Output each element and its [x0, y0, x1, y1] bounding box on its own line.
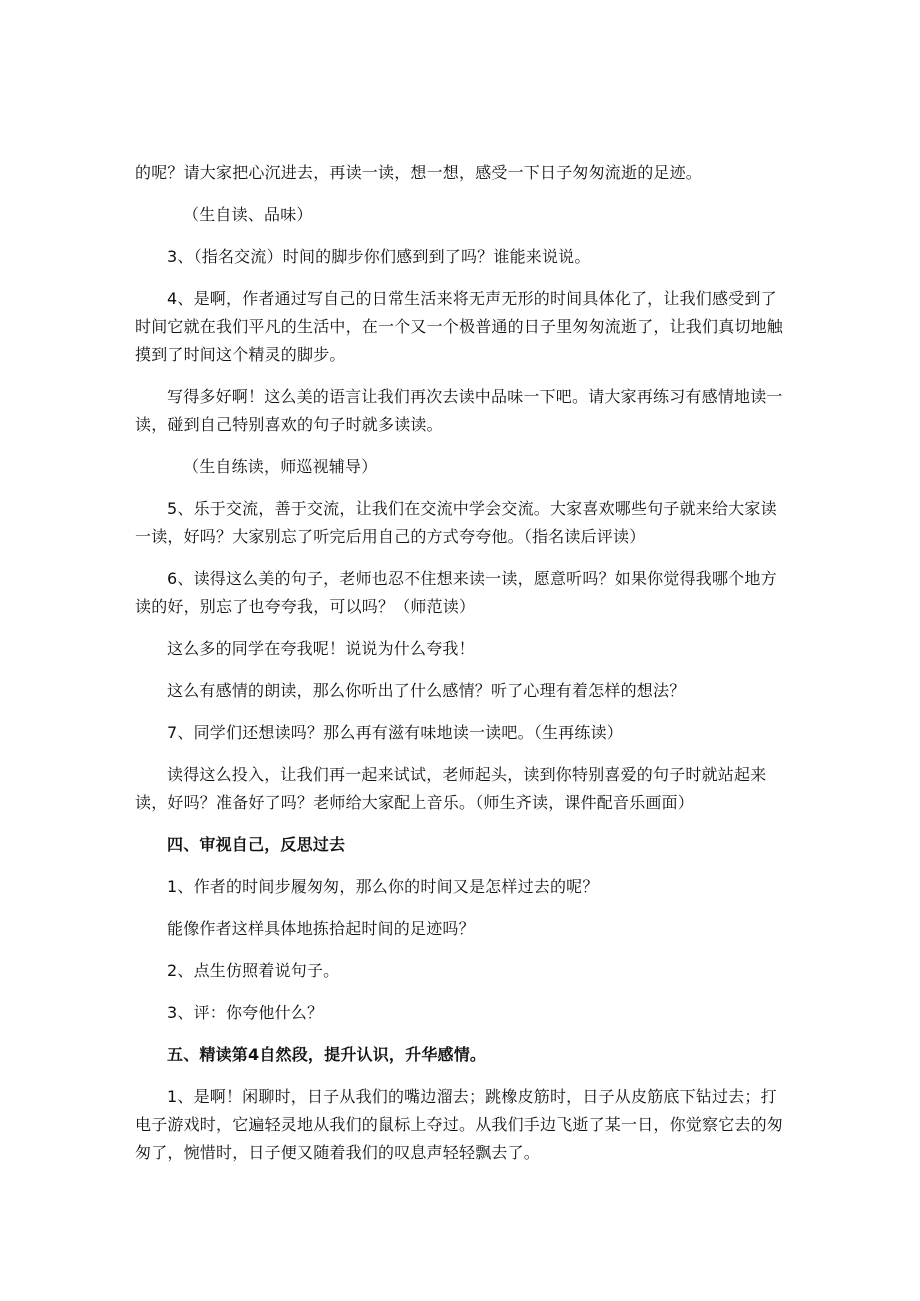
paragraph-note: （生自练读，师巡视辅导） [183, 457, 378, 476]
paragraph-step-7: 7、同学们还想读吗？那么再有滋有味地读一读吧。（生再练读） [167, 723, 623, 742]
paragraph-item-2: 2、点生仿照着说句子。 [167, 961, 340, 980]
paragraph-continuation: 的呢？请大家把心沉进去，再读一读，想一想，感受一下日子匆匆流逝的足迹。 [135, 163, 703, 182]
document-body [135, 159, 785, 1181]
paragraph-step-3: 3、（指名交流）时间的脚步你们感到到了吗？谁能来说说。 [167, 247, 591, 266]
paragraph-text: 这么有感情的朗读，那么你听出了什么感情？听了心理有着怎样的想法？ [167, 681, 686, 700]
paragraph-item-1: 1、是啊！闲聊时，日子从我们的嘴边溜去；跳橡皮筋时，日子从皮筋底下钻过去；打电子游戏时，它遍轻灵地从我们的鼠标上夺过。从我们手边飞逝了某一日，你觉察它去的匆匆了，惋惜时，日子便又随着我们的叹息声轻轻飘去了。 [135, 1087, 784, 1162]
paragraph-item-3: 3、评：你夸他什么？ [167, 1003, 324, 1022]
paragraph-praise: 写得多好啊！这么美的语言让我们再次去读中品味一下吧。请大家再练习有感情地读一读，碰到自己特别喜欢的句子时就多读读。 [135, 387, 783, 434]
paragraph-item-1: 1、作者的时间步履匆匆，那么你的时间又是怎样过去的呢？ [167, 877, 599, 896]
paragraph-note: （生自读、品味） [183, 205, 313, 224]
paragraph-step-4: 4、是啊，作者通过写自己的日常生活来将无声无形的时间具体化了，让我们感受到了时间它就在我们平凡的生活中，在一个又一个极普通的日子里匆匆流逝了，让我们真切地触摸到了时间这个精灵的脚步。 [135, 289, 784, 364]
section-heading-5: 五、精读第4自然段，提升认识，升华感情。 [167, 1045, 487, 1064]
paragraph-text: 读得这么投入，让我们再一起来试试，老师起头，读到你特别喜爱的句子时就站起来读，好吗？准备好了吗？老师给大家配上音乐。（师生齐读，课件配音乐画面） [135, 765, 767, 812]
paragraph-step-6: 6、读得这么美的句子，老师也忍不住想来读一读，愿意听吗？如果你觉得我哪个地方读的好，别忘了也夸夸我，可以吗？（师范读） [135, 569, 777, 616]
paragraph-text: 这么多的同学在夸我呢！说说为什么夸我！ [167, 639, 475, 658]
paragraph-text: 能像作者这样具体地拣拾起时间的足迹吗？ [167, 919, 475, 938]
paragraph-step-5: 5、乐于交流，善于交流，让我们在交流中学会交流。大家喜欢哪些句子就来给大家读一读，好吗？大家别忘了听完后用自己的方式夸夸他。（指名读后评读） [135, 499, 777, 546]
section-heading-4: 四、审视自己，反思过去 [167, 835, 346, 854]
